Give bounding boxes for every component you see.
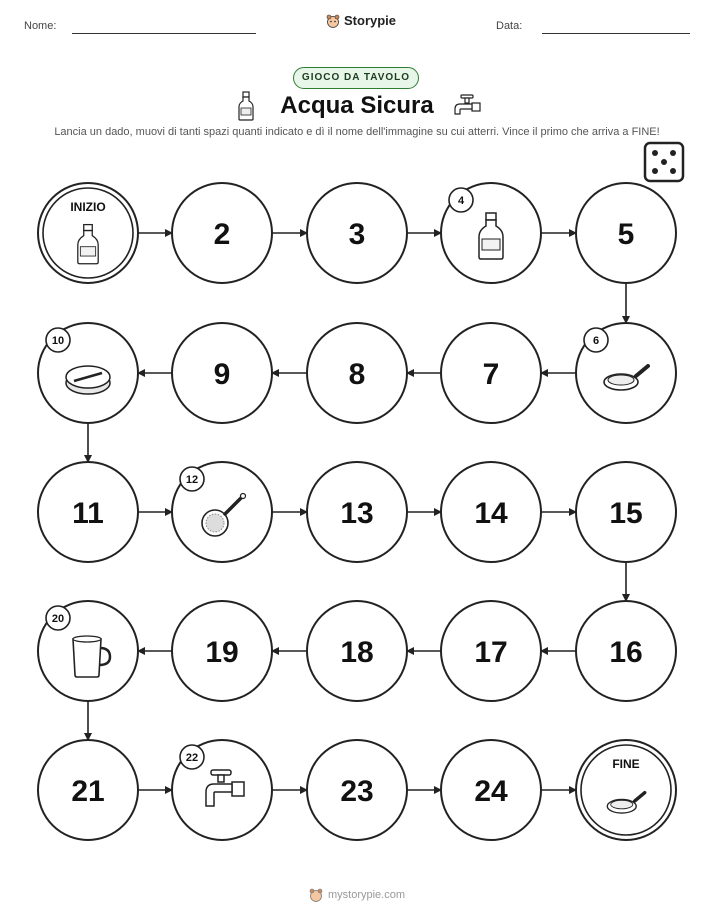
board-space[interactable] xyxy=(441,601,541,701)
space-number-badge: 12 xyxy=(185,474,199,486)
space-number: 19 xyxy=(205,636,239,669)
space-number: 15 xyxy=(609,497,643,530)
space-number-badge: 4 xyxy=(457,195,465,207)
space-number: 17 xyxy=(474,636,508,669)
space-number: 8 xyxy=(348,358,366,391)
board-space[interactable] xyxy=(576,740,676,840)
board-space[interactable] xyxy=(38,740,138,840)
space-number: 13 xyxy=(340,497,374,530)
space-number: 14 xyxy=(474,497,508,530)
board-space[interactable] xyxy=(576,601,676,701)
space-number: 24 xyxy=(474,775,508,808)
board-space[interactable] xyxy=(38,183,138,283)
date-label: Data: xyxy=(496,20,523,32)
space-number: 16 xyxy=(609,636,643,669)
footer-site[interactable]: mystorypie.com xyxy=(327,889,406,901)
tablet-icon xyxy=(66,366,110,394)
space-number: 21 xyxy=(71,775,105,808)
instructions: Lancia un dado, muovi di tanti spazi quanti indicato e dì il nome dell'immagine su cui atterri. Vince il primo che arriva a FINE! xyxy=(54,126,660,138)
board-space[interactable] xyxy=(441,740,541,840)
board-space[interactable] xyxy=(576,462,676,562)
space-number: 23 xyxy=(340,775,374,808)
board-space[interactable] xyxy=(172,323,272,423)
board-space[interactable] xyxy=(172,183,272,283)
page-title: Acqua Sicura xyxy=(280,92,434,119)
footer xyxy=(0,888,714,902)
board-space[interactable] xyxy=(38,601,138,701)
space-number: 11 xyxy=(72,497,104,530)
dice-icon xyxy=(645,143,683,181)
board-space[interactable] xyxy=(38,323,138,423)
board-space[interactable] xyxy=(307,462,407,562)
storypie-mascot-icon xyxy=(309,888,323,902)
space-number-badge: 22 xyxy=(185,752,199,764)
space-number: 2 xyxy=(213,218,231,251)
space-number: 3 xyxy=(348,218,366,251)
board-space[interactable] xyxy=(172,740,272,840)
start-label: INIZIO xyxy=(70,200,106,214)
space-number: 7 xyxy=(482,358,500,391)
board-space[interactable] xyxy=(441,323,541,423)
board-space[interactable] xyxy=(576,183,676,283)
board-spaces xyxy=(38,183,676,840)
space-number: 5 xyxy=(617,218,635,251)
brand-name: Storypie xyxy=(344,13,397,28)
space-number: 9 xyxy=(213,358,231,391)
board-space[interactable] xyxy=(441,183,541,283)
space-number-badge: 10 xyxy=(51,335,65,347)
name-label: Nome: xyxy=(24,20,57,32)
board-space[interactable] xyxy=(576,323,676,423)
space-number: 18 xyxy=(340,636,374,669)
board-space[interactable] xyxy=(441,462,541,562)
board-space[interactable] xyxy=(38,462,138,562)
board-space[interactable] xyxy=(307,740,407,840)
board-space[interactable] xyxy=(307,323,407,423)
board-space[interactable] xyxy=(307,601,407,701)
board-space[interactable] xyxy=(172,462,272,562)
finish-label: FINE xyxy=(612,757,640,771)
space-number-badge: 20 xyxy=(51,613,65,625)
board-space[interactable] xyxy=(172,601,272,701)
game-type-badge: GIOCO DA TAVOLO xyxy=(293,67,419,89)
board-space[interactable] xyxy=(307,183,407,283)
space-number-badge: 6 xyxy=(592,335,600,347)
